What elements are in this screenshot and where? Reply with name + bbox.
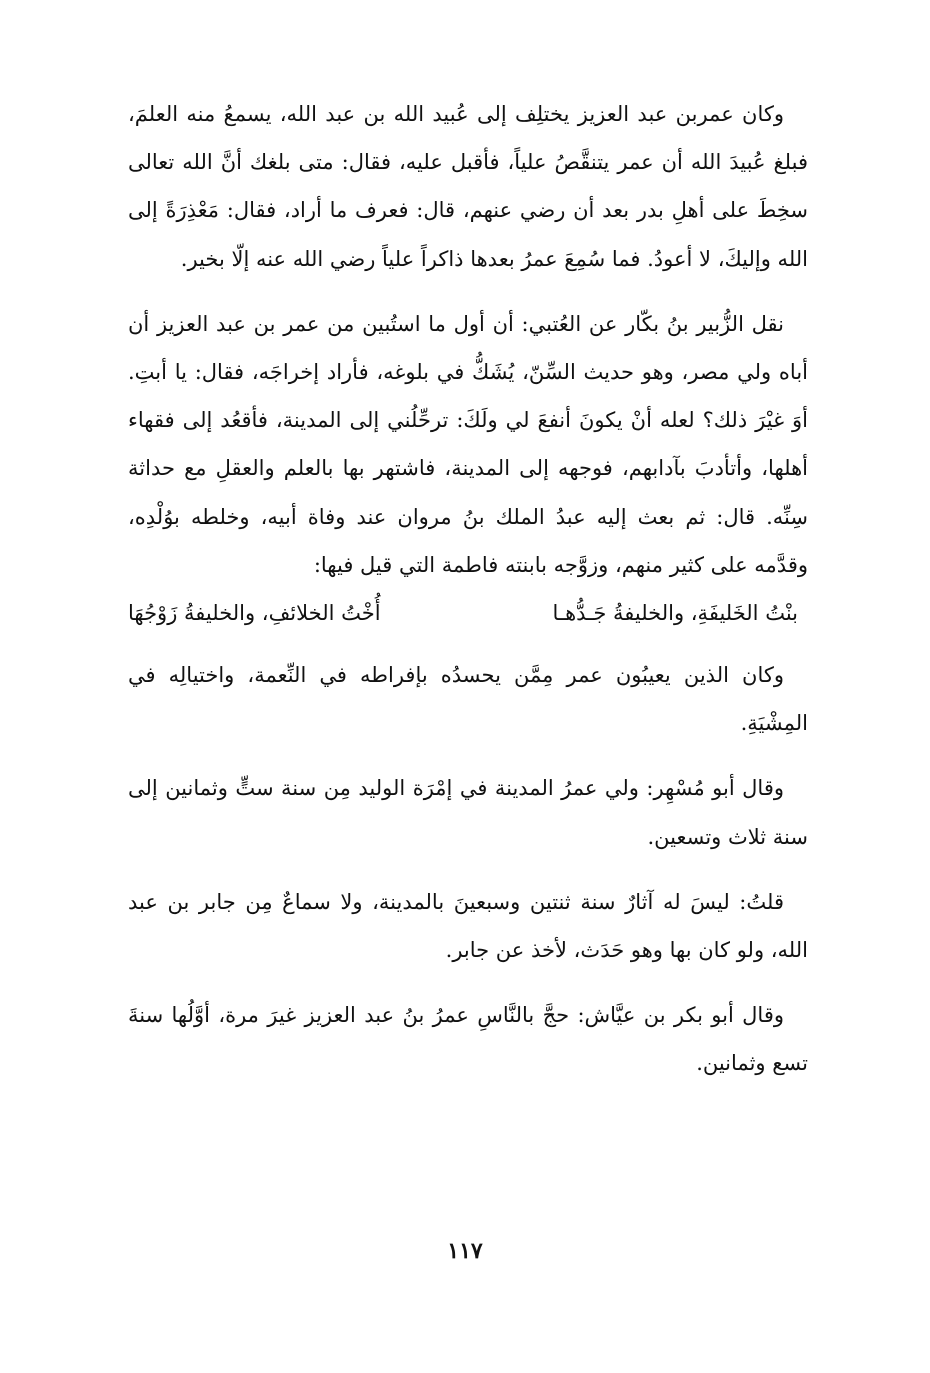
paragraph-critics: وكان الذين يعيبُون عمر مِمَّن يحسدُه بإفراطه في النِّعمة، واختيالِه في المِشْيَةِ.	[128, 663, 808, 736]
paragraph-abu-bakr-ibn-ayyash: وقال أبو بكر بن عيَّاش: حجَّ بالنَّاسِ عمرُ بنُ عبد العزيز غيرَ مرة، أوَّلُها سنةَ تسع وثمانين.	[128, 1003, 808, 1076]
poem-verse	[128, 589, 808, 637]
verse-first-hemistich: بنْتُ الخَليفَةِ، والخليفةُ جَـدُّهـا	[552, 601, 798, 626]
paragraph-author-note: قلتُ: ليسَ له آثارٌ سنة ثنتين وسبعينَ بالمدينة، ولا سماعٌ مِن جابر بن عبد الله، ولو كان بها وهو حَدَث، لأخذ عن جابر.	[128, 889, 808, 963]
verse-second-hemistich: أُخْتُ الخلائفِ، والخليفةُ زَوْجُهَا	[128, 601, 381, 626]
paragraph-umar-and-ubaidullah: وكان عمربن عبد العزيز يختلِف إلى عُبيد الله بن عبد الله، يسمعُ منه العلمَ، فبلغ عُبيدَ الله أن عمر يتنقَّصُ علياً، فأقبل عليه، فقال: متى بلغك أنَّ الله تعالى سخِطَ على أهلِ بدر بعد أن رضي عنهم، قال: فعرف ما أراد، فقال: مَعْذِرَةً إلى الله وإليكَ، لا أعودُ. فما سُمِعَ عمرُ بعدها ذاكراً علياً رضي الله عنه إلّا بخير.	[128, 102, 808, 271]
page-number: ١١٧	[447, 1238, 483, 1264]
paragraph-zubair-ibn-bakkar: نقل الزُّبير بنُ بكّار عن العُتبي: أن أول ما استُبين من عمر بن عبد العزيز أن أباه ولي مصر، وهو حديث السِّنّ، يُشَكُّ في بلوغه، فأراد إخراجَه، فقال: يا أبتِ. أوَ غيْرَ ذلك؟ لعله أنْ يكونَ أنفعَ لي ولَكَ: ترحِّلُني إلى المدينة، فأقعُد إلى فقهاء أهلها، وأتأدبَ بآدابهم، فوجهه إلى المدينة، فاشتهر بها بالعلم والعقلِ مع حداثة سِنِّه. قال: ثم بعث إليه عبدُ الملك بنُ مروان عند وفاة أبيه، وخلطه بوُلْدِه، وقدَّمه على كثير منهم، وزوَّجه بابنته فاطمة التي قيل فيها:	[128, 311, 808, 577]
paragraph-abu-mushir: وقال أبو مُسْهِر: ولي عمرُ المدينة في إمْرَة الوليد مِن سنة ستٍّ وثمانين إلى سنة ثلاث وتسعين.	[128, 776, 808, 849]
